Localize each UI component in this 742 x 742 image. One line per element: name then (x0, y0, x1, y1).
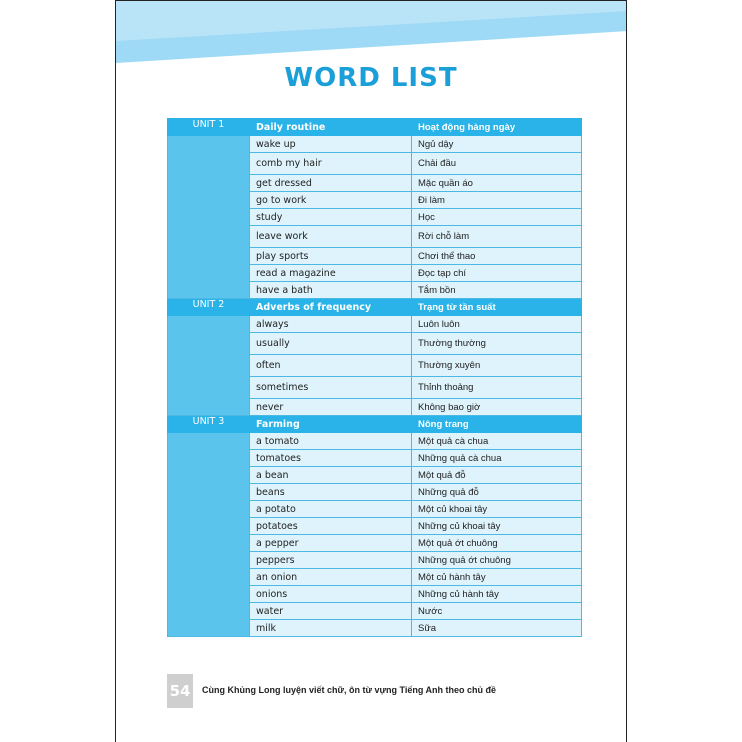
english-word: wake up (250, 136, 412, 153)
vietnamese-meaning: Những quả ớt chuông (412, 552, 582, 569)
english-word: study (250, 209, 412, 226)
vietnamese-meaning: Một củ khoai tây (412, 501, 582, 518)
word-row (168, 136, 582, 153)
word-row (168, 433, 582, 450)
english-word: have a bath (250, 282, 412, 299)
book-page (115, 0, 627, 742)
unit-header-row (168, 119, 582, 136)
vietnamese-meaning: Tắm bồn (412, 282, 582, 299)
english-word: tomatoes (250, 450, 412, 467)
english-word: beans (250, 484, 412, 501)
vietnamese-meaning: Một quả cà chua (412, 433, 582, 450)
english-word: usually (250, 333, 412, 355)
vietnamese-meaning: Một quả đỗ (412, 467, 582, 484)
vietnamese-meaning: Luôn luôn (412, 316, 582, 333)
english-word: onions (250, 586, 412, 603)
vietnamese-meaning: Một củ hành tây (412, 569, 582, 586)
english-word: sometimes (250, 377, 412, 399)
page-title: WORD LIST (284, 63, 458, 93)
vietnamese-meaning: Nước (412, 603, 582, 620)
word-row (168, 316, 582, 333)
vietnamese-meaning: Thỉnh thoảng (412, 377, 582, 399)
vietnamese-meaning: Sữa (412, 620, 582, 637)
english-word: never (250, 399, 412, 416)
english-word: read a magazine (250, 265, 412, 282)
vietnamese-meaning: Chải đầu (412, 153, 582, 175)
unit-label: UNIT 1 (168, 119, 250, 136)
unit-header-row (168, 416, 582, 433)
vietnamese-meaning: Thường xuyên (412, 355, 582, 377)
vietnamese-meaning: Không bao giờ (412, 399, 582, 416)
english-word: get dressed (250, 175, 412, 192)
english-word: comb my hair (250, 153, 412, 175)
vietnamese-meaning: Những củ khoai tây (412, 518, 582, 535)
unit-header-row (168, 299, 582, 316)
vietnamese-meaning: Mặc quần áo (412, 175, 582, 192)
vietnamese-meaning: Thường thường (412, 333, 582, 355)
english-word: a pepper (250, 535, 412, 552)
english-word: always (250, 316, 412, 333)
unit-topic-vi: Hoạt động hàng ngày (412, 119, 582, 136)
vietnamese-meaning: Rời chỗ làm (412, 226, 582, 248)
vietnamese-meaning: Ngủ dậy (412, 136, 582, 153)
unit-side-block (168, 316, 250, 416)
vietnamese-meaning: Những quả đỗ (412, 484, 582, 501)
english-word: water (250, 603, 412, 620)
unit-side-block (168, 433, 250, 637)
unit-topic-en: Farming (250, 416, 412, 433)
english-word: play sports (250, 248, 412, 265)
english-word: peppers (250, 552, 412, 569)
top-banner (116, 1, 627, 63)
english-word: often (250, 355, 412, 377)
word-list-table (167, 118, 582, 637)
footer-caption: Cùng Khủng Long luyện viết chữ, ôn từ vựng Tiếng Anh theo chủ đề (202, 685, 497, 695)
unit-topic-vi: Trạng từ tần suất (412, 299, 582, 316)
vietnamese-meaning: Đọc tạp chí (412, 265, 582, 282)
english-word: leave work (250, 226, 412, 248)
english-word: milk (250, 620, 412, 637)
page-number: 54 (167, 674, 193, 708)
vietnamese-meaning: Học (412, 209, 582, 226)
unit-label: UNIT 3 (168, 416, 250, 433)
unit-topic-en: Daily routine (250, 119, 412, 136)
english-word: a bean (250, 467, 412, 484)
vietnamese-meaning: Những quả cà chua (412, 450, 582, 467)
unit-side-block (168, 136, 250, 299)
english-word: potatoes (250, 518, 412, 535)
unit-topic-vi: Nông trang (412, 416, 582, 433)
english-word: an onion (250, 569, 412, 586)
unit-topic-en: Adverbs of frequency (250, 299, 412, 316)
vietnamese-meaning: Một quả ớt chuông (412, 535, 582, 552)
vietnamese-meaning: Những củ hành tây (412, 586, 582, 603)
vietnamese-meaning: Đi làm (412, 192, 582, 209)
english-word: go to work (250, 192, 412, 209)
english-word: a tomato (250, 433, 412, 450)
english-word: a potato (250, 501, 412, 518)
vietnamese-meaning: Chơi thể thao (412, 248, 582, 265)
unit-label: UNIT 2 (168, 299, 250, 316)
